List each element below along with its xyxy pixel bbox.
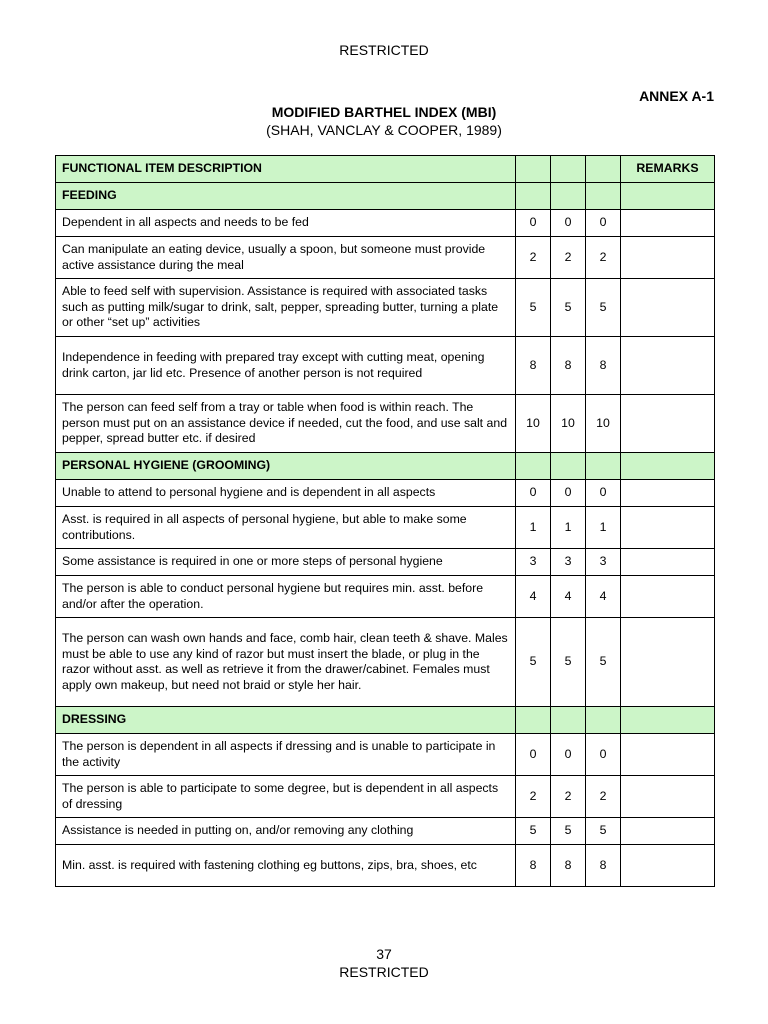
score-cell: 8 (516, 845, 551, 887)
table-row (56, 734, 715, 776)
section-row-personal-hygiene (56, 453, 715, 480)
item-description: Asst. is required in all aspects of personal hygiene, but able to make some contributions. (56, 507, 516, 549)
table-row (56, 507, 715, 549)
score-cell: 0 (586, 480, 621, 507)
remarks-cell (621, 576, 715, 618)
remarks-cell (621, 337, 715, 395)
table-row (56, 776, 715, 818)
score-cell: 4 (586, 576, 621, 618)
item-description: Dependent in all aspects and needs to be fed (56, 210, 516, 237)
restricted-marking-top: RESTRICTED (339, 42, 429, 58)
remarks-cell (621, 818, 715, 845)
item-description: The person is able to conduct personal hygiene but requires min. asst. before and/or after the operation. (56, 576, 516, 618)
item-description: The person can wash own hands and face, comb hair, clean teeth & shave. Males must be able to use any kind of razor but must insert the blade, or plug in the razor without asst. as well as retrieve it from the drawer/cabinet. Females must apply own makeup, but need not braid or style her hair. (56, 618, 516, 707)
score-cell: 1 (551, 507, 586, 549)
table-header-row (56, 156, 715, 183)
remarks-cell (621, 845, 715, 887)
score-cell: 0 (516, 480, 551, 507)
score-cell: 10 (586, 395, 621, 453)
remarks-cell (621, 734, 715, 776)
page-number: 37 (376, 946, 392, 962)
score-cell: 8 (551, 337, 586, 395)
score-cell: 8 (586, 337, 621, 395)
score-cell: 3 (516, 549, 551, 576)
remarks-cell (621, 507, 715, 549)
score-cell: 4 (551, 576, 586, 618)
description-column-header: FUNCTIONAL ITEM DESCRIPTION (56, 156, 516, 183)
table-row (56, 237, 715, 279)
score-cell: 5 (551, 818, 586, 845)
item-description: The person can feed self from a tray or table when food is within reach. The person must put on an assistance device if needed, cut the food, and use salt and pepper, spread butter etc. if desired (56, 395, 516, 453)
score-cell: 0 (516, 210, 551, 237)
score-cell: 2 (586, 237, 621, 279)
score-cell: 8 (551, 845, 586, 887)
table-row (56, 618, 715, 707)
item-description: Can manipulate an eating device, usually a spoon, but someone must provide active assistance during the meal (56, 237, 516, 279)
score-cell: 5 (586, 279, 621, 337)
section-title: PERSONAL HYGIENE (GROOMING) (56, 453, 516, 480)
item-description: Able to feed self with supervision. Assistance is required with associated tasks such as putting milk/sugar to drink, salt, pepper, spreading butter, turning a plate or other “set up” activities (56, 279, 516, 337)
score-cell: 1 (516, 507, 551, 549)
table-row (56, 818, 715, 845)
score-cell: 10 (551, 395, 586, 453)
restricted-marking-bottom: RESTRICTED (339, 964, 429, 980)
remarks-column-header: REMARKS (621, 156, 715, 183)
item-description: Assistance is needed in putting on, and/or removing any clothing (56, 818, 516, 845)
score-cell: 4 (516, 576, 551, 618)
document-title: MODIFIED BARTHEL INDEX (MBI) (271, 104, 497, 120)
mbi-table (55, 155, 715, 887)
remarks-cell (621, 776, 715, 818)
score-cell: 1 (586, 507, 621, 549)
score-cell: 2 (551, 237, 586, 279)
table-row (56, 549, 715, 576)
score-cell: 5 (551, 279, 586, 337)
score-cell: 8 (586, 845, 621, 887)
section-title: DRESSING (56, 707, 516, 734)
section-row-feeding (56, 183, 715, 210)
score-cell: 5 (551, 618, 586, 707)
table-row (56, 210, 715, 237)
remarks-cell (621, 618, 715, 707)
score-cell: 3 (551, 549, 586, 576)
score-cell: 2 (516, 237, 551, 279)
score-cell: 5 (586, 818, 621, 845)
item-description: Some assistance is required in one or more steps of personal hygiene (56, 549, 516, 576)
section-title: FEEDING (56, 183, 516, 210)
score-cell: 2 (551, 776, 586, 818)
score-cell: 10 (516, 395, 551, 453)
remarks-cell (621, 279, 715, 337)
table-row (56, 279, 715, 337)
score-cell: 5 (516, 818, 551, 845)
score-cell: 0 (551, 734, 586, 776)
score-column-header (551, 156, 586, 183)
score-column-header (516, 156, 551, 183)
score-column-header (586, 156, 621, 183)
document-subtitle: (SHAH, VANCLAY & COOPER, 1989) (266, 122, 502, 138)
score-cell: 5 (516, 618, 551, 707)
remarks-cell (621, 210, 715, 237)
score-cell: 0 (551, 210, 586, 237)
table-row (56, 480, 715, 507)
item-description: Min. asst. is required with fastening clothing eg buttons, zips, bra, shoes, etc (56, 845, 516, 887)
remarks-cell (621, 395, 715, 453)
score-cell: 3 (586, 549, 621, 576)
score-cell: 0 (586, 210, 621, 237)
item-description: The person is dependent in all aspects if dressing and is unable to participate in the activity (56, 734, 516, 776)
remarks-cell (621, 237, 715, 279)
item-description: Independence in feeding with prepared tray except with cutting meat, opening drink carton, jar lid etc. Presence of another person is not required (56, 337, 516, 395)
score-cell: 5 (586, 618, 621, 707)
score-cell: 2 (516, 776, 551, 818)
remarks-cell (621, 480, 715, 507)
table-row (56, 395, 715, 453)
score-cell: 0 (551, 480, 586, 507)
score-cell: 0 (586, 734, 621, 776)
table-row (56, 845, 715, 887)
remarks-cell (621, 549, 715, 576)
table-row (56, 576, 715, 618)
table-row (56, 337, 715, 395)
score-cell: 2 (586, 776, 621, 818)
item-description: Unable to attend to personal hygiene and is dependent in all aspects (56, 480, 516, 507)
section-row-dressing (56, 707, 715, 734)
item-description: The person is able to participate to some degree, but is dependent in all aspects of dressing (56, 776, 516, 818)
score-cell: 0 (516, 734, 551, 776)
score-cell: 8 (516, 337, 551, 395)
score-cell: 5 (516, 279, 551, 337)
annex-label: ANNEX A-1 (639, 88, 714, 104)
